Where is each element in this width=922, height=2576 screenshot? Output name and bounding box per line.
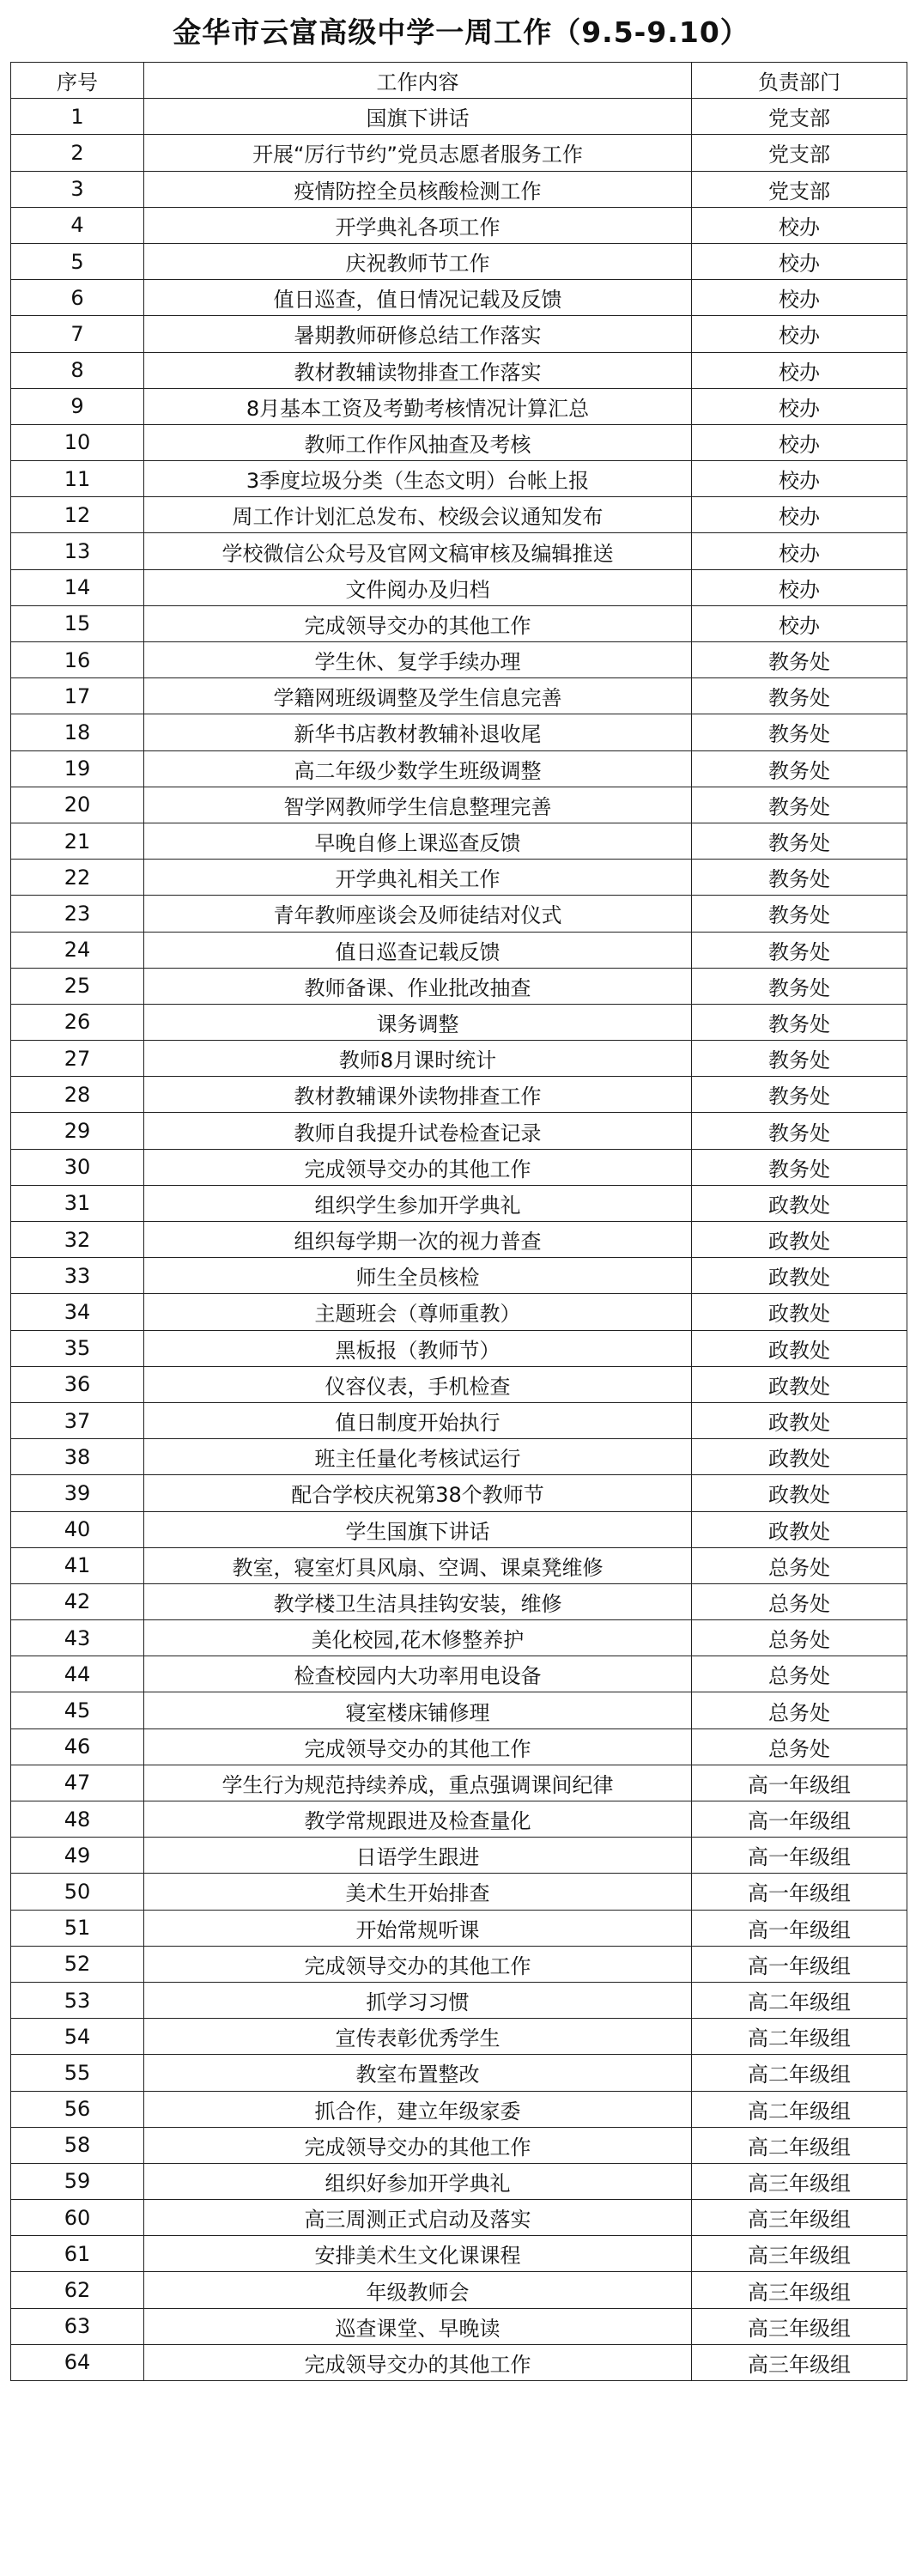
table-row bbox=[11, 1149, 907, 1185]
cell-task: 学生行为规范持续养成，重点强调课间纪律 bbox=[144, 1765, 692, 1801]
cell-no: 45 bbox=[11, 1692, 144, 1728]
cell-no: 16 bbox=[11, 642, 144, 678]
cell-task: 国旗下讲话 bbox=[144, 99, 692, 135]
cell-no: 46 bbox=[11, 1728, 144, 1765]
table-row bbox=[11, 171, 907, 207]
cell-no: 63 bbox=[11, 2308, 144, 2344]
cell-task: 新华书店教材教辅补退收尾 bbox=[144, 714, 692, 750]
cell-task: 学生休、复学手续办理 bbox=[144, 642, 692, 678]
table-row bbox=[11, 1330, 907, 1366]
table-row bbox=[11, 1547, 907, 1583]
table-row bbox=[11, 823, 907, 859]
cell-dept: 总务处 bbox=[692, 1692, 907, 1728]
cell-no: 54 bbox=[11, 2019, 144, 2055]
cell-task: 完成领导交办的其他工作 bbox=[144, 605, 692, 641]
cell-task: 美术生开始排查 bbox=[144, 1874, 692, 1910]
table-row bbox=[11, 2127, 907, 2163]
cell-dept: 校办 bbox=[692, 207, 907, 243]
cell-dept: 政教处 bbox=[692, 1258, 907, 1294]
cell-task: 暑期教师研修总结工作落实 bbox=[144, 316, 692, 352]
table-row bbox=[11, 243, 907, 279]
cell-dept: 校办 bbox=[692, 280, 907, 316]
table-row bbox=[11, 135, 907, 171]
cell-no: 50 bbox=[11, 1874, 144, 1910]
cell-dept: 教务处 bbox=[692, 642, 907, 678]
cell-no: 9 bbox=[11, 388, 144, 424]
header-task: 工作内容 bbox=[144, 63, 692, 99]
cell-task: 黑板报（教师节） bbox=[144, 1330, 692, 1366]
cell-dept: 政教处 bbox=[692, 1475, 907, 1511]
cell-task: 周工作计划汇总发布、校级会议通知发布 bbox=[144, 497, 692, 533]
table-row bbox=[11, 2055, 907, 2091]
cell-dept: 教务处 bbox=[692, 1077, 907, 1113]
cell-no: 42 bbox=[11, 1583, 144, 1619]
cell-dept: 校办 bbox=[692, 424, 907, 460]
cell-task: 组织好参加开学典礼 bbox=[144, 2163, 692, 2199]
cell-dept: 校办 bbox=[692, 461, 907, 497]
table-row bbox=[11, 2163, 907, 2199]
cell-no: 18 bbox=[11, 714, 144, 750]
cell-dept: 高三年级组 bbox=[692, 2236, 907, 2272]
cell-no: 19 bbox=[11, 750, 144, 787]
table-row bbox=[11, 750, 907, 787]
table-row bbox=[11, 1801, 907, 1838]
table-header-row bbox=[11, 63, 907, 99]
cell-dept: 高一年级组 bbox=[692, 1801, 907, 1838]
cell-task: 抓学习习惯 bbox=[144, 1982, 692, 2018]
cell-dept: 高三年级组 bbox=[692, 2308, 907, 2344]
cell-dept: 高一年级组 bbox=[692, 1765, 907, 1801]
cell-task: 组织每学期一次的视力普查 bbox=[144, 1222, 692, 1258]
cell-no: 23 bbox=[11, 896, 144, 932]
table-row bbox=[11, 642, 907, 678]
cell-no: 44 bbox=[11, 1656, 144, 1692]
cell-no: 62 bbox=[11, 2272, 144, 2308]
cell-dept: 高二年级组 bbox=[692, 2127, 907, 2163]
cell-no: 8 bbox=[11, 352, 144, 388]
cell-no: 26 bbox=[11, 1004, 144, 1040]
cell-task: 完成领导交办的其他工作 bbox=[144, 1946, 692, 1982]
cell-no: 17 bbox=[11, 678, 144, 714]
table-row bbox=[11, 2272, 907, 2308]
cell-no: 21 bbox=[11, 823, 144, 859]
cell-no: 60 bbox=[11, 2200, 144, 2236]
table-row bbox=[11, 1982, 907, 2018]
cell-task: 青年教师座谈会及师徒结对仪式 bbox=[144, 896, 692, 932]
cell-task: 完成领导交办的其他工作 bbox=[144, 2344, 692, 2380]
cell-no: 27 bbox=[11, 1041, 144, 1077]
cell-no: 59 bbox=[11, 2163, 144, 2199]
cell-task: 教师8月课时统计 bbox=[144, 1041, 692, 1077]
cell-no: 29 bbox=[11, 1113, 144, 1149]
cell-task: 疫情防控全员核酸检测工作 bbox=[144, 171, 692, 207]
cell-dept: 高三年级组 bbox=[692, 2200, 907, 2236]
cell-no: 22 bbox=[11, 860, 144, 896]
cell-dept: 高二年级组 bbox=[692, 2055, 907, 2091]
cell-no: 43 bbox=[11, 1620, 144, 1656]
cell-task: 开学典礼相关工作 bbox=[144, 860, 692, 896]
cell-dept: 政教处 bbox=[692, 1185, 907, 1221]
cell-no: 28 bbox=[11, 1077, 144, 1113]
table-row bbox=[11, 1583, 907, 1619]
cell-dept: 政教处 bbox=[692, 1294, 907, 1330]
cell-task: 教材教辅读物排查工作落实 bbox=[144, 352, 692, 388]
cell-task: 教学楼卫生洁具挂钩安装，维修 bbox=[144, 1583, 692, 1619]
cell-task: 开展“厉行节约”党员志愿者服务工作 bbox=[144, 135, 692, 171]
cell-task: 巡查课堂、早晚读 bbox=[144, 2308, 692, 2344]
cell-no: 2 bbox=[11, 135, 144, 171]
cell-task: 学生国旗下讲话 bbox=[144, 1511, 692, 1547]
cell-no: 12 bbox=[11, 497, 144, 533]
cell-no: 11 bbox=[11, 461, 144, 497]
cell-dept: 校办 bbox=[692, 352, 907, 388]
table-row bbox=[11, 1294, 907, 1330]
cell-dept: 校办 bbox=[692, 605, 907, 641]
cell-task: 值日制度开始执行 bbox=[144, 1402, 692, 1438]
cell-no: 49 bbox=[11, 1838, 144, 1874]
table-row bbox=[11, 497, 907, 533]
cell-dept: 教务处 bbox=[692, 714, 907, 750]
cell-no: 15 bbox=[11, 605, 144, 641]
cell-dept: 教务处 bbox=[692, 1041, 907, 1077]
table-row bbox=[11, 1402, 907, 1438]
cell-task: 完成领导交办的其他工作 bbox=[144, 1728, 692, 1765]
table-row bbox=[11, 1113, 907, 1149]
cell-task: 寝室楼床铺修理 bbox=[144, 1692, 692, 1728]
cell-no: 41 bbox=[11, 1547, 144, 1583]
table-row bbox=[11, 1728, 907, 1765]
cell-task: 庆祝教师节工作 bbox=[144, 243, 692, 279]
cell-no: 1 bbox=[11, 99, 144, 135]
cell-no: 61 bbox=[11, 2236, 144, 2272]
cell-dept: 高一年级组 bbox=[692, 1838, 907, 1874]
cell-no: 31 bbox=[11, 1185, 144, 1221]
cell-no: 7 bbox=[11, 316, 144, 352]
cell-no: 64 bbox=[11, 2344, 144, 2380]
cell-task: 抓合作，建立年级家委 bbox=[144, 2091, 692, 2127]
table-row bbox=[11, 352, 907, 388]
table-row bbox=[11, 1222, 907, 1258]
cell-dept: 高三年级组 bbox=[692, 2163, 907, 2199]
cell-no: 10 bbox=[11, 424, 144, 460]
cell-task: 教学常规跟进及检查量化 bbox=[144, 1801, 692, 1838]
cell-task: 教室，寝室灯具风扇、空调、课桌凳维修 bbox=[144, 1547, 692, 1583]
table-row bbox=[11, 1838, 907, 1874]
cell-task: 安排美术生文化课课程 bbox=[144, 2236, 692, 2272]
cell-dept: 教务处 bbox=[692, 968, 907, 1004]
cell-dept: 党支部 bbox=[692, 171, 907, 207]
table-row bbox=[11, 1185, 907, 1221]
cell-no: 14 bbox=[11, 569, 144, 605]
cell-no: 4 bbox=[11, 207, 144, 243]
cell-task: 完成领导交办的其他工作 bbox=[144, 2127, 692, 2163]
cell-task: 教师工作作风抽查及考核 bbox=[144, 424, 692, 460]
cell-dept: 教务处 bbox=[692, 823, 907, 859]
table-row bbox=[11, 1439, 907, 1475]
table-row bbox=[11, 968, 907, 1004]
cell-dept: 校办 bbox=[692, 388, 907, 424]
cell-dept: 政教处 bbox=[692, 1439, 907, 1475]
cell-no: 6 bbox=[11, 280, 144, 316]
cell-dept: 高二年级组 bbox=[692, 1982, 907, 2018]
cell-dept: 高一年级组 bbox=[692, 1874, 907, 1910]
table-row bbox=[11, 2236, 907, 2272]
cell-task: 主题班会（尊师重教） bbox=[144, 1294, 692, 1330]
table-row bbox=[11, 605, 907, 641]
table-row bbox=[11, 388, 907, 424]
cell-no: 36 bbox=[11, 1366, 144, 1402]
table-row bbox=[11, 1475, 907, 1511]
cell-dept: 高三年级组 bbox=[692, 2272, 907, 2308]
cell-task: 学校微信公众号及官网文稿审核及编辑推送 bbox=[144, 533, 692, 569]
cell-no: 20 bbox=[11, 787, 144, 823]
table-row bbox=[11, 1765, 907, 1801]
cell-task: 开始常规听课 bbox=[144, 1910, 692, 1946]
cell-task: 教师自我提升试卷检查记录 bbox=[144, 1113, 692, 1149]
cell-no: 33 bbox=[11, 1258, 144, 1294]
cell-no: 39 bbox=[11, 1475, 144, 1511]
table-row bbox=[11, 860, 907, 896]
cell-dept: 校办 bbox=[692, 243, 907, 279]
cell-no: 40 bbox=[11, 1511, 144, 1547]
cell-no: 58 bbox=[11, 2127, 144, 2163]
cell-dept: 政教处 bbox=[692, 1330, 907, 1366]
cell-task: 文件阅办及归档 bbox=[144, 569, 692, 605]
cell-no: 3 bbox=[11, 171, 144, 207]
table-row bbox=[11, 678, 907, 714]
cell-dept: 教务处 bbox=[692, 1113, 907, 1149]
cell-no: 53 bbox=[11, 1982, 144, 2018]
cell-dept: 总务处 bbox=[692, 1620, 907, 1656]
cell-dept: 政教处 bbox=[692, 1222, 907, 1258]
cell-no: 24 bbox=[11, 932, 144, 968]
cell-no: 55 bbox=[11, 2055, 144, 2091]
table-row bbox=[11, 207, 907, 243]
schedule-table bbox=[10, 62, 907, 2381]
table-row bbox=[11, 1077, 907, 1113]
cell-no: 47 bbox=[11, 1765, 144, 1801]
header-dept: 负责部门 bbox=[692, 63, 907, 99]
cell-no: 52 bbox=[11, 1946, 144, 1982]
cell-task: 开学典礼各项工作 bbox=[144, 207, 692, 243]
cell-task: 高三周测正式启动及落实 bbox=[144, 2200, 692, 2236]
cell-no: 37 bbox=[11, 1402, 144, 1438]
cell-task: 8月基本工资及考勤考核情况计算汇总 bbox=[144, 388, 692, 424]
cell-dept: 校办 bbox=[692, 533, 907, 569]
table-row bbox=[11, 787, 907, 823]
table-row bbox=[11, 896, 907, 932]
cell-no: 13 bbox=[11, 533, 144, 569]
cell-dept: 政教处 bbox=[692, 1366, 907, 1402]
cell-task: 仪容仪表，手机检查 bbox=[144, 1366, 692, 1402]
cell-no: 25 bbox=[11, 968, 144, 1004]
table-row bbox=[11, 2308, 907, 2344]
cell-task: 宣传表彰优秀学生 bbox=[144, 2019, 692, 2055]
cell-task: 课务调整 bbox=[144, 1004, 692, 1040]
cell-task: 日语学生跟进 bbox=[144, 1838, 692, 1874]
cell-dept: 总务处 bbox=[692, 1547, 907, 1583]
table-row bbox=[11, 2091, 907, 2127]
table-row bbox=[11, 1366, 907, 1402]
cell-task: 教室布置整改 bbox=[144, 2055, 692, 2091]
table-row bbox=[11, 1656, 907, 1692]
cell-dept: 高一年级组 bbox=[692, 1910, 907, 1946]
cell-dept: 总务处 bbox=[692, 1656, 907, 1692]
table-row bbox=[11, 316, 907, 352]
cell-task: 班主任量化考核试运行 bbox=[144, 1439, 692, 1475]
cell-dept: 教务处 bbox=[692, 787, 907, 823]
table-row bbox=[11, 2200, 907, 2236]
table-row bbox=[11, 1910, 907, 1946]
table-row bbox=[11, 2019, 907, 2055]
cell-dept: 高二年级组 bbox=[692, 2019, 907, 2055]
cell-no: 30 bbox=[11, 1149, 144, 1185]
cell-dept: 党支部 bbox=[692, 135, 907, 171]
cell-task: 年级教师会 bbox=[144, 2272, 692, 2308]
cell-dept: 教务处 bbox=[692, 1149, 907, 1185]
cell-dept: 教务处 bbox=[692, 678, 907, 714]
table-row bbox=[11, 1258, 907, 1294]
table-row bbox=[11, 569, 907, 605]
table-row bbox=[11, 1692, 907, 1728]
table-row bbox=[11, 424, 907, 460]
cell-task: 师生全员核检 bbox=[144, 1258, 692, 1294]
table-row bbox=[11, 1874, 907, 1910]
cell-no: 48 bbox=[11, 1801, 144, 1838]
cell-task: 学籍网班级调整及学生信息完善 bbox=[144, 678, 692, 714]
cell-dept: 总务处 bbox=[692, 1583, 907, 1619]
cell-dept: 校办 bbox=[692, 316, 907, 352]
cell-dept: 教务处 bbox=[692, 896, 907, 932]
cell-task: 教师备课、作业批改抽查 bbox=[144, 968, 692, 1004]
cell-no: 34 bbox=[11, 1294, 144, 1330]
cell-task: 组织学生参加开学典礼 bbox=[144, 1185, 692, 1221]
table-row bbox=[11, 533, 907, 569]
cell-dept: 教务处 bbox=[692, 860, 907, 896]
cell-dept: 教务处 bbox=[692, 750, 907, 787]
cell-dept: 高一年级组 bbox=[692, 1946, 907, 1982]
table-row bbox=[11, 1620, 907, 1656]
table-row bbox=[11, 1041, 907, 1077]
page-title: 金华市云富高级中学一周工作（9.5-9.10） bbox=[173, 15, 749, 49]
cell-dept: 教务处 bbox=[692, 1004, 907, 1040]
cell-dept: 校办 bbox=[692, 497, 907, 533]
cell-task: 值日巡查，值日情况记载及反馈 bbox=[144, 280, 692, 316]
cell-task: 检查校园内大功率用电设备 bbox=[144, 1656, 692, 1692]
cell-no: 38 bbox=[11, 1439, 144, 1475]
cell-task: 美化校园,花木修整养护 bbox=[144, 1620, 692, 1656]
table-row bbox=[11, 1511, 907, 1547]
table-row bbox=[11, 2344, 907, 2380]
table-row bbox=[11, 1946, 907, 1982]
table-row bbox=[11, 461, 907, 497]
cell-task: 教材教辅课外读物排查工作 bbox=[144, 1077, 692, 1113]
cell-task: 配合学校庆祝第38个教师节 bbox=[144, 1475, 692, 1511]
cell-no: 32 bbox=[11, 1222, 144, 1258]
cell-dept: 总务处 bbox=[692, 1728, 907, 1765]
cell-task: 早晚自修上课巡查反馈 bbox=[144, 823, 692, 859]
cell-dept: 高二年级组 bbox=[692, 2091, 907, 2127]
cell-task: 值日巡查记载反馈 bbox=[144, 932, 692, 968]
cell-task: 智学网教师学生信息整理完善 bbox=[144, 787, 692, 823]
table-row bbox=[11, 99, 907, 135]
header-no: 序号 bbox=[11, 63, 144, 99]
cell-dept: 党支部 bbox=[692, 99, 907, 135]
cell-dept: 教务处 bbox=[692, 932, 907, 968]
table-row bbox=[11, 1004, 907, 1040]
cell-dept: 校办 bbox=[692, 569, 907, 605]
cell-no: 5 bbox=[11, 243, 144, 279]
cell-no: 35 bbox=[11, 1330, 144, 1366]
cell-dept: 政教处 bbox=[692, 1402, 907, 1438]
table-row bbox=[11, 932, 907, 968]
table-row bbox=[11, 280, 907, 316]
cell-task: 高二年级少数学生班级调整 bbox=[144, 750, 692, 787]
cell-no: 56 bbox=[11, 2091, 144, 2127]
cell-no: 51 bbox=[11, 1910, 144, 1946]
cell-task: 完成领导交办的其他工作 bbox=[144, 1149, 692, 1185]
cell-dept: 政教处 bbox=[692, 1511, 907, 1547]
table-row bbox=[11, 714, 907, 750]
table-body bbox=[11, 99, 907, 2381]
cell-dept: 高三年级组 bbox=[692, 2344, 907, 2380]
cell-task: 3季度垃圾分类（生态文明）台帐上报 bbox=[144, 461, 692, 497]
